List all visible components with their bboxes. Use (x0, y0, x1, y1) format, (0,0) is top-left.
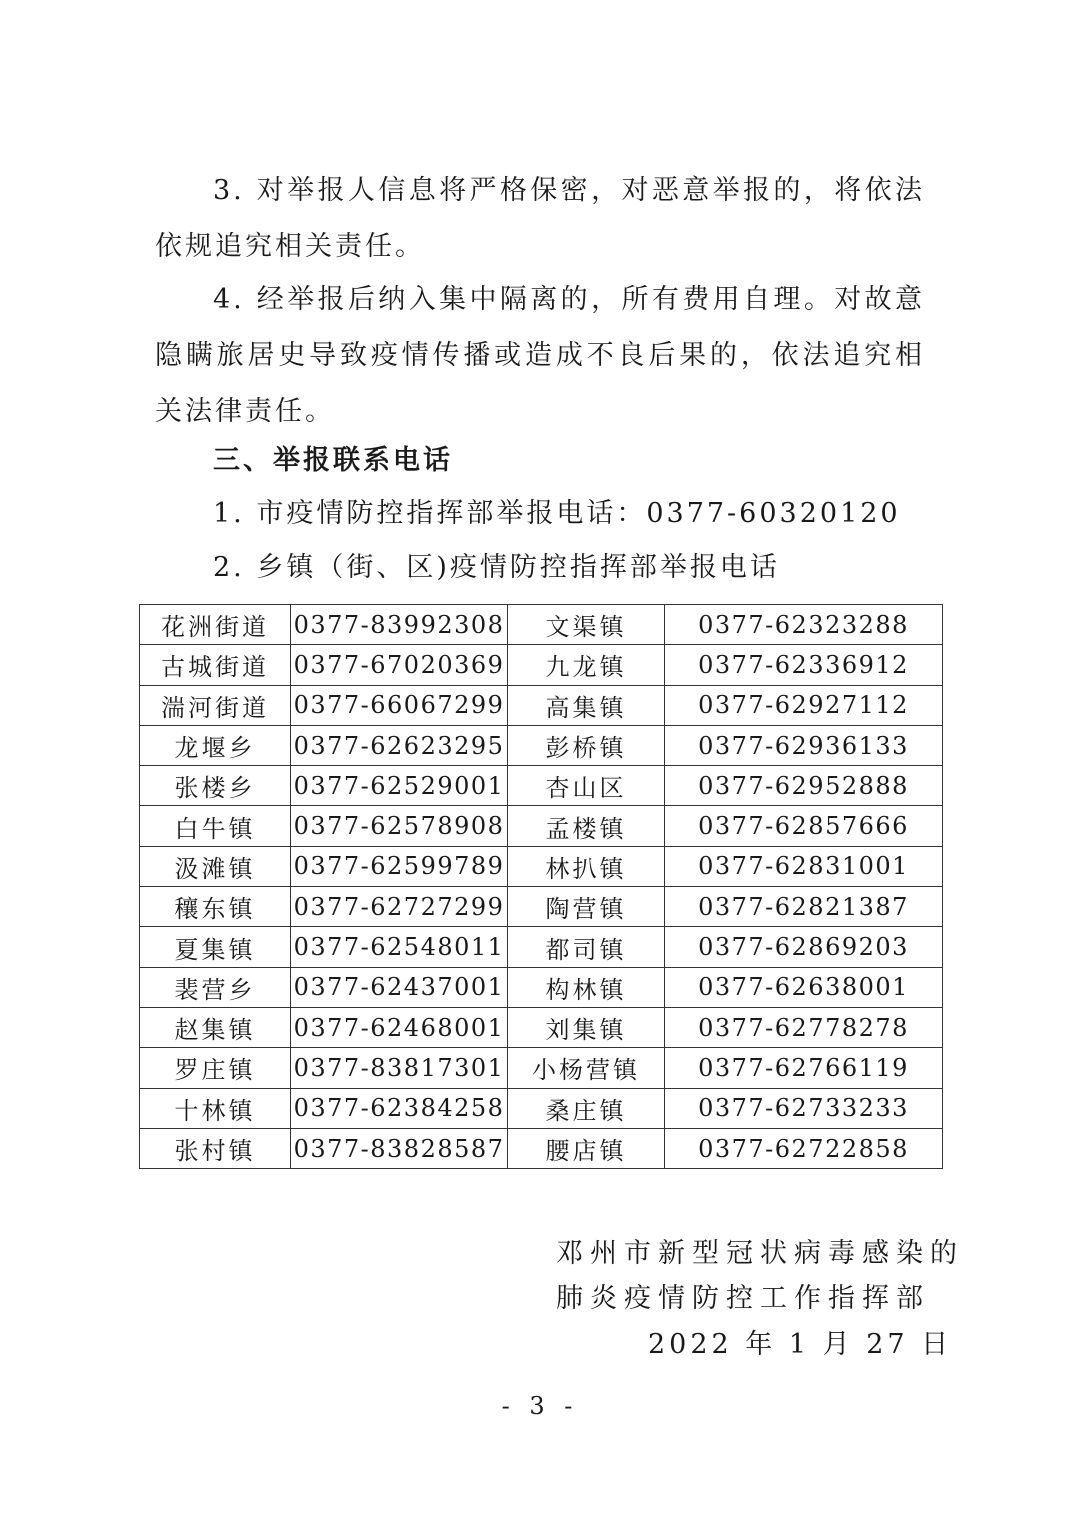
phone-number-cell: 0377-62857666 (665, 806, 943, 846)
township-name-cell: 孟楼镇 (508, 806, 665, 846)
table-row (140, 846, 943, 886)
signature-date: 2022 年 1 月 27 日 (648, 1329, 953, 1360)
phone-number-cell: 0377-62766119 (665, 1048, 943, 1088)
phone-number-cell: 0377-66067299 (291, 685, 508, 725)
phone-number-cell: 0377-62578908 (291, 806, 508, 846)
township-name-cell: 陶营镇 (508, 887, 665, 927)
township-name-cell: 腰店镇 (508, 1128, 665, 1168)
township-name-cell: 罗庄镇 (140, 1048, 291, 1088)
township-name-cell: 杏山区 (508, 766, 665, 806)
page-number: - 3 - (501, 1392, 579, 1420)
table-row (140, 1048, 943, 1088)
township-name-cell: 九龙镇 (508, 645, 665, 685)
table-row (140, 1007, 943, 1047)
township-name-cell: 桑庄镇 (508, 1088, 665, 1128)
phone-number-cell: 0377-62336912 (665, 645, 943, 685)
table-row (140, 967, 943, 1007)
township-name-cell: 汲滩镇 (140, 846, 291, 886)
township-name-cell: 高集镇 (508, 685, 665, 725)
township-name-cell: 文渠镇 (508, 605, 665, 645)
phone-number-cell: 0377-62529001 (291, 766, 508, 806)
township-name-cell: 穰东镇 (140, 887, 291, 927)
phone-number-cell: 0377-83817301 (291, 1048, 508, 1088)
phone-number-cell: 0377-62952888 (665, 766, 943, 806)
township-name-cell: 十林镇 (140, 1088, 291, 1128)
section-heading: 三、举报联系电话 (213, 445, 453, 476)
phone-number-cell: 0377-62623295 (291, 725, 508, 765)
phone-number-cell: 0377-62722858 (665, 1128, 943, 1168)
phone-number-cell: 0377-62599789 (291, 846, 508, 886)
table-row (140, 725, 943, 765)
township-name-cell: 张楼乡 (140, 766, 291, 806)
phone-number-cell: 0377-67020369 (291, 645, 508, 685)
phone-number-cell: 0377-62831001 (665, 846, 943, 886)
table-row (140, 605, 943, 645)
township-name-cell: 张村镇 (140, 1128, 291, 1168)
table-row (140, 887, 943, 927)
table-row (140, 1088, 943, 1128)
township-name-cell: 白牛镇 (140, 806, 291, 846)
hotline-table-body (140, 605, 943, 1169)
phone-number-cell: 0377-62778278 (665, 1007, 943, 1047)
phone-number-cell: 0377-62936133 (665, 725, 943, 765)
phone-number-cell: 0377-62548011 (291, 927, 508, 967)
city-hotline-line: 1. 市疫情防控指挥部举报电话：0377-60320120 (213, 498, 901, 529)
township-name-cell: 构林镇 (508, 967, 665, 1007)
phone-number-cell: 0377-62821387 (665, 887, 943, 927)
table-row (140, 766, 943, 806)
hotline-table (139, 604, 943, 1169)
paragraph-quarantine-costs: 4. 经举报后纳入集中隔离的，所有费用自理。对故意隐瞒旅居史导致疫情传播或造成不良后果的，依法追究相关法律责任。 (155, 284, 925, 427)
township-name-cell: 龙堰乡 (140, 725, 291, 765)
phone-number-cell: 0377-62384258 (291, 1088, 508, 1128)
paragraph-confidentiality: 3. 对举报人信息将严格保密，对恶意举报的，将依法依规追究相关责任。 (155, 175, 925, 262)
table-row (140, 806, 943, 846)
township-name-cell: 赵集镇 (140, 1007, 291, 1047)
phone-number-cell: 0377-62468001 (291, 1007, 508, 1047)
table-row (140, 685, 943, 725)
township-name-cell: 花洲街道 (140, 605, 291, 645)
township-name-cell: 彭桥镇 (508, 725, 665, 765)
township-name-cell: 小杨营镇 (508, 1048, 665, 1088)
phone-number-cell: 0377-62727299 (291, 887, 508, 927)
phone-number-cell: 0377-62638001 (665, 967, 943, 1007)
signature-org-line2: 肺炎疫情防控工作指挥部 (556, 1283, 930, 1314)
township-name-cell: 夏集镇 (140, 927, 291, 967)
phone-number-cell: 0377-62927112 (665, 685, 943, 725)
township-name-cell: 裴营乡 (140, 967, 291, 1007)
table-row (140, 927, 943, 967)
township-hotline-line: 2. 乡镇（街、区)疫情防控指挥部举报电话 (213, 552, 780, 583)
phone-number-cell: 0377-62323288 (665, 605, 943, 645)
phone-number-cell: 0377-62869203 (665, 927, 943, 967)
township-name-cell: 都司镇 (508, 927, 665, 967)
table-row (140, 1128, 943, 1168)
signature-org-line1: 邓州市新型冠状病毒感染的 (556, 1238, 964, 1269)
table-row (140, 645, 943, 685)
phone-number-cell: 0377-83828587 (291, 1128, 508, 1168)
township-name-cell: 刘集镇 (508, 1007, 665, 1047)
township-name-cell: 古城街道 (140, 645, 291, 685)
township-name-cell: 林扒镇 (508, 846, 665, 886)
phone-number-cell: 0377-62733233 (665, 1088, 943, 1128)
phone-number-cell: 0377-62437001 (291, 967, 508, 1007)
township-name-cell: 湍河街道 (140, 685, 291, 725)
phone-number-cell: 0377-83992308 (291, 605, 508, 645)
